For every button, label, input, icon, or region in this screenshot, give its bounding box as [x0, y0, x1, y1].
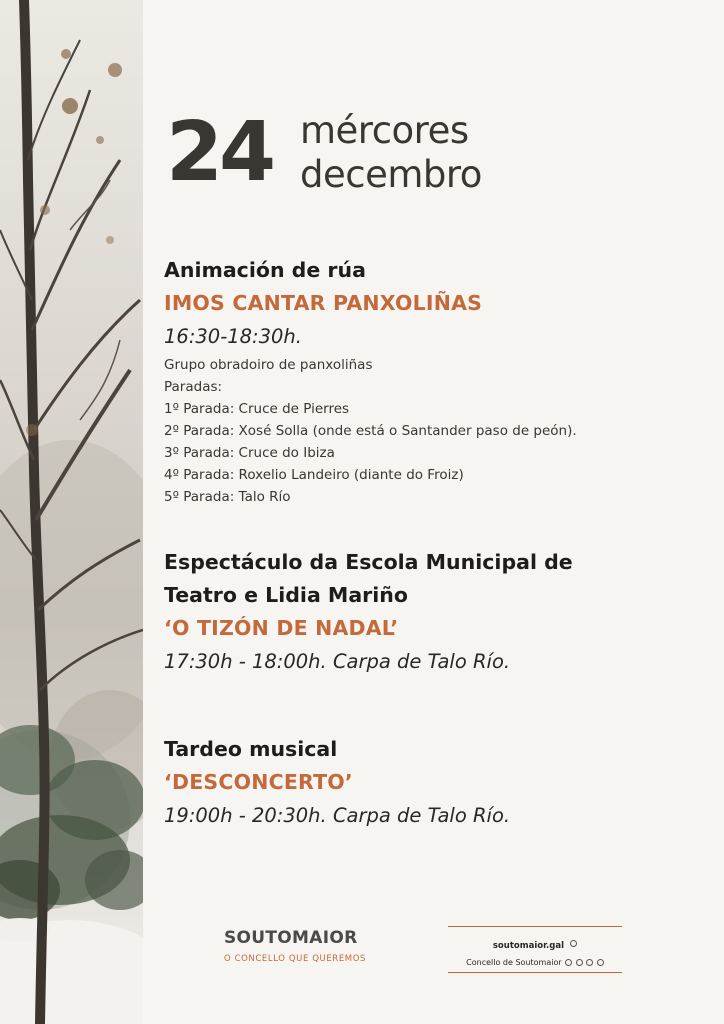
event-time: 19:00h - 20:30h. Carpa de Talo Río. — [164, 804, 511, 827]
detail-line: 5º Parada: Talo Río — [164, 489, 291, 505]
website-link[interactable]: soutomaior.gal — [492, 941, 565, 951]
facebook-icon[interactable] — [576, 959, 583, 966]
event-heading: Espectáculo da Escola Municipal de — [164, 550, 573, 574]
detail-line: 3º Parada: Cruce do Ibiza — [164, 445, 335, 461]
detail-line: Grupo obradoiro de panxoliñas — [164, 357, 373, 373]
detail-line: 4º Parada: Roxelio Landeiro (diante do Froiz) — [164, 467, 464, 483]
logo-slogan: O CONCELLO QUE QUEREMOS — [224, 954, 367, 964]
event-heading: Tardeo musical — [164, 737, 338, 761]
event-3 — [164, 733, 704, 833]
event-time: 16:30-18:30h. — [164, 325, 302, 348]
org-name: Concello de Soutomaior — [466, 958, 562, 967]
event-title: IMOS CANTAR PANXOLIÑAS — [164, 291, 483, 315]
event-time: 17:30h - 18:00h. Carpa de Talo Río. — [164, 650, 511, 673]
event-heading: Teatro e Lidia Mariño — [164, 583, 408, 607]
soutomaior-logo — [224, 928, 374, 964]
instagram-icon[interactable] — [565, 959, 572, 966]
event-details — [164, 354, 704, 508]
tiktok-icon[interactable] — [597, 959, 604, 966]
event-2 — [164, 546, 704, 679]
twitter-icon[interactable] — [586, 959, 593, 966]
date-month: decembro — [300, 153, 482, 196]
tree-watercolor-icon — [0, 0, 143, 1024]
detail-line: Paradas: — [164, 379, 223, 395]
event-heading: Animación de rúa — [164, 258, 366, 282]
detail-line: 1º Parada: Cruce de Pierres — [164, 401, 350, 417]
event-title: ‘DESCONCERTO’ — [164, 770, 353, 794]
date-weekday: mércores — [300, 109, 469, 152]
event-title: ‘O TIZÓN DE NADAL’ — [164, 616, 399, 640]
detail-line: 2º Parada: Xosé Solla (onde está o Santander paso de peón). — [164, 423, 577, 439]
date-day: 24 — [166, 105, 273, 200]
logo-text: SOUTOMAIOR — [224, 928, 358, 948]
web-icon — [570, 940, 577, 947]
event-1 — [164, 254, 704, 508]
tree-illustration — [0, 0, 143, 1024]
footer-contact — [448, 926, 622, 973]
